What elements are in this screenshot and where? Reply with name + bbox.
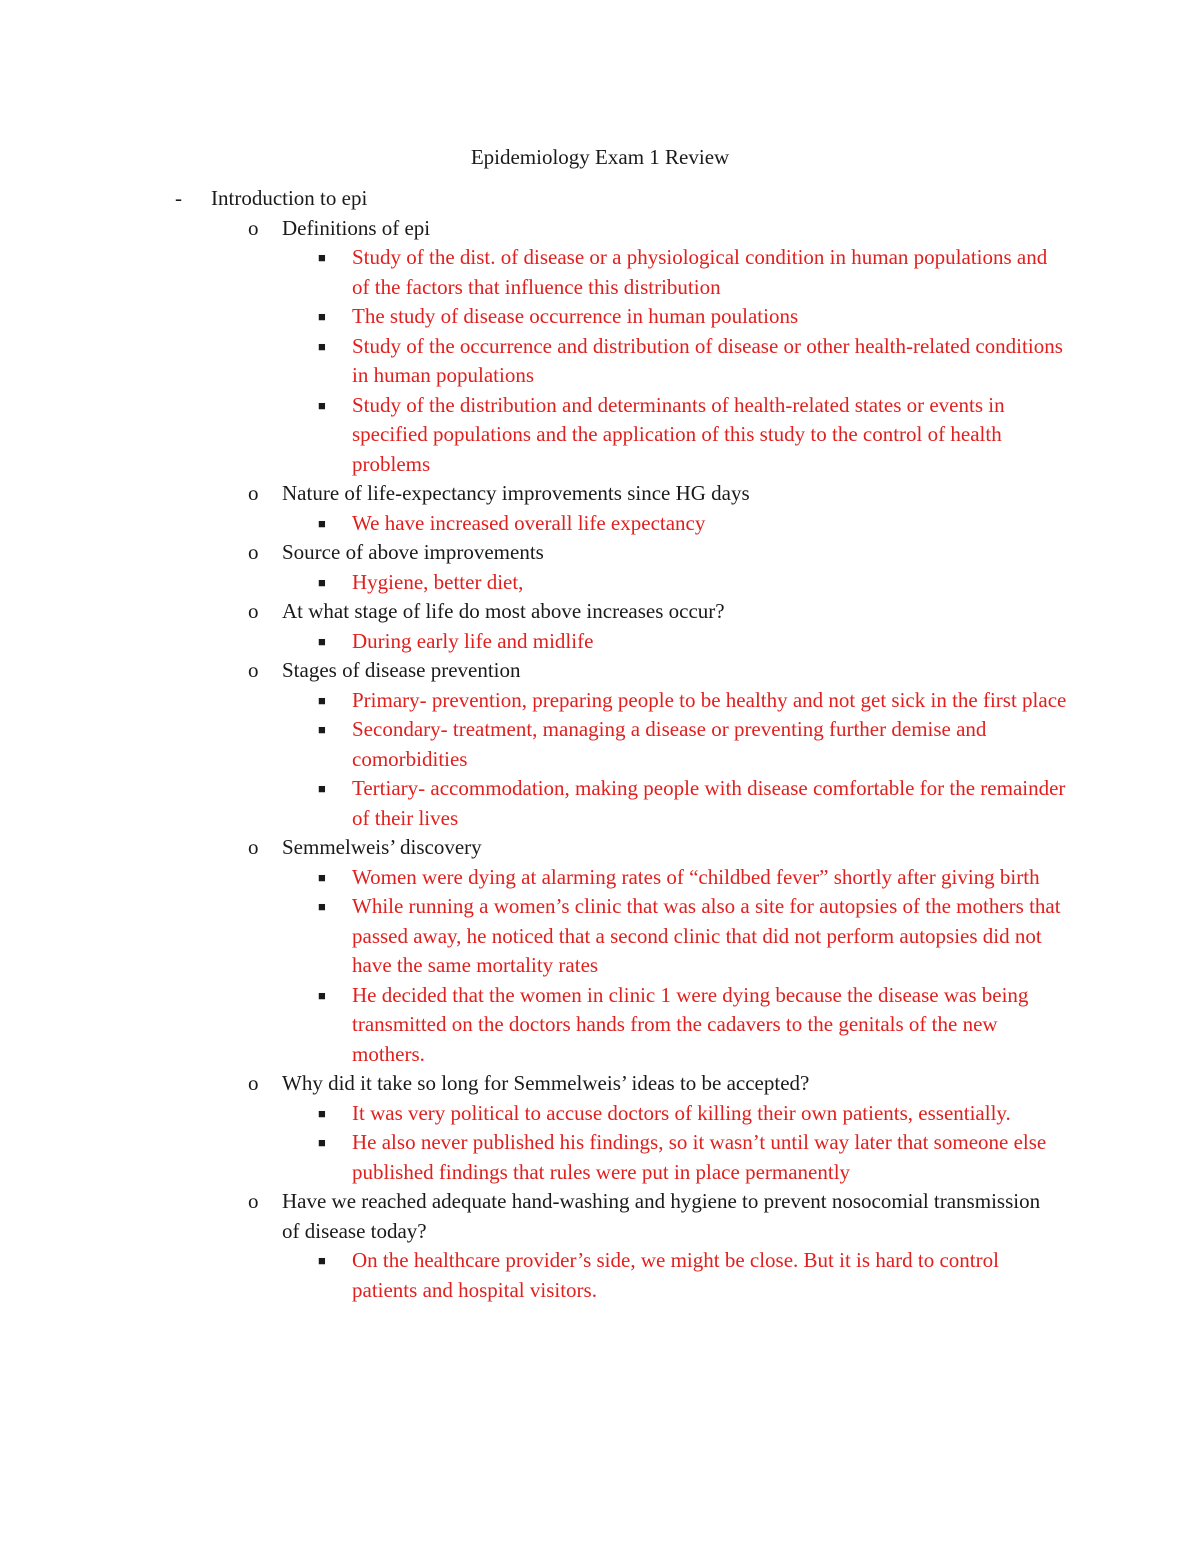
- answer-text: Study of the distribution and determinants of health-related states or events in specified populations and the application of this study to the control of health problems: [352, 392, 1005, 476]
- square-bullet: ■: [318, 987, 326, 1003]
- answer-item: [0, 1099, 1200, 1129]
- circle-bullet: o: [248, 1071, 259, 1095]
- answer-text: Primary- prevention, preparing people to be healthy and not get sick in the first place: [352, 687, 1067, 712]
- answer-text: Tertiary- accommodation, making people with disease comfortable for the remainder of their lives: [352, 776, 1066, 830]
- topic-item: [0, 479, 1200, 509]
- square-bullet: ■: [318, 309, 326, 324]
- topic-label: Semmelweis’ discovery: [282, 835, 482, 859]
- answer-item: [0, 863, 1200, 893]
- answer-item: [0, 509, 1200, 539]
- answer-item: [0, 568, 1200, 598]
- answer-text: We have increased overall life expectancy: [352, 510, 706, 535]
- topic-item: [0, 1187, 1200, 1246]
- answer-item: [0, 686, 1200, 716]
- circle-bullet: o: [248, 481, 259, 505]
- topic-label: Have we reached adequate hand-washing and hygiene to prevent nosocomial transmission of disease today?: [282, 1189, 1041, 1243]
- answer-item: [0, 391, 1200, 480]
- square-bullet: ■: [318, 722, 326, 737]
- topic-label: Why did it take so long for Semmelweis’ ideas to be accepted?: [282, 1071, 810, 1095]
- answer-item: [0, 774, 1200, 833]
- circle-bullet: o: [248, 215, 259, 240]
- answer-text: It was very political to accuse doctors of killing their own patients, essentially.: [352, 1100, 1011, 1125]
- answer-text: He also never published his findings, so it wasn’t until way later that someone else published findings that rules were put in place permanently: [352, 1130, 1047, 1184]
- answer-item: [0, 302, 1200, 332]
- answer-text: Secondary- treatment, managing a disease or preventing further demise and comorbidities: [352, 717, 987, 771]
- answer-item: [0, 243, 1200, 302]
- square-bullet: ■: [318, 899, 326, 914]
- dash-bullet: -: [175, 186, 182, 210]
- topic-label: At what stage of life do most above increases occur?: [282, 599, 725, 623]
- answer-text: While running a women’s clinic that was also a site for autopsies of the mothers that passed away, he noticed that a second clinic that did not perform autopsies did not have the same mortality rates: [352, 894, 1061, 977]
- topic-item: [0, 214, 1200, 244]
- square-bullet: ■: [318, 574, 326, 590]
- square-bullet: ■: [318, 781, 326, 796]
- circle-bullet: o: [248, 1189, 259, 1213]
- section-item: [0, 184, 1200, 214]
- answer-item: [0, 627, 1200, 657]
- square-bullet: ■: [318, 1253, 326, 1268]
- topic-item: [0, 538, 1200, 568]
- square-bullet: ■: [318, 338, 326, 354]
- topic-item: [0, 597, 1200, 627]
- square-bullet: ■: [318, 633, 326, 649]
- answer-item: [0, 332, 1200, 391]
- square-bullet: ■: [318, 1105, 326, 1121]
- answer-item: [0, 1246, 1200, 1305]
- topic-label: Stages of disease prevention: [282, 658, 521, 682]
- square-bullet: ■: [318, 515, 326, 531]
- topic-label: Source of above improvements: [282, 540, 544, 564]
- answer-text: Study of the dist. of disease or a physiological condition in human populations and of the factors that influence this distribution: [352, 245, 1048, 299]
- square-bullet: ■: [318, 397, 326, 413]
- answer-text: Study of the occurrence and distribution of disease or other health-related conditions in human populations: [352, 333, 1063, 387]
- answer-text: Women were dying at alarming rates of “childbed fever” shortly after giving birth: [352, 864, 1040, 889]
- answer-text: On the healthcare provider’s side, we might be close. But it is hard to control patients and hospital visitors.: [352, 1248, 999, 1302]
- topic-item: [0, 833, 1200, 863]
- outline: [0, 184, 1200, 1305]
- square-bullet: ■: [318, 1135, 326, 1150]
- topic-label: Definitions of epi: [282, 215, 431, 240]
- answer-text: Hygiene, better diet,: [352, 569, 524, 594]
- circle-bullet: o: [248, 835, 259, 859]
- square-bullet: ■: [318, 869, 326, 885]
- circle-bullet: o: [248, 599, 259, 623]
- topic-item: [0, 656, 1200, 686]
- topic-item: [0, 1069, 1200, 1099]
- answer-text: During early life and midlife: [352, 628, 594, 653]
- answer-item: [0, 981, 1200, 1070]
- section-label: Introduction to epi: [211, 186, 368, 210]
- circle-bullet: o: [248, 658, 259, 682]
- square-bullet: ■: [318, 250, 326, 265]
- answer-item: [0, 892, 1200, 981]
- square-bullet: ■: [318, 692, 326, 708]
- answer-text: He decided that the women in clinic 1 were dying because the disease was being transmitted on the doctors hands from the cadavers to the genitals of the new mothers.: [352, 982, 1029, 1066]
- answer-item: [0, 715, 1200, 774]
- answer-item: [0, 1128, 1200, 1187]
- topic-label: Nature of life-expectancy improvements since HG days: [282, 481, 750, 505]
- circle-bullet: o: [248, 540, 259, 564]
- document-title: Epidemiology Exam 1 Review: [470, 145, 730, 169]
- answer-text: The study of disease occurrence in human poulations: [352, 304, 799, 328]
